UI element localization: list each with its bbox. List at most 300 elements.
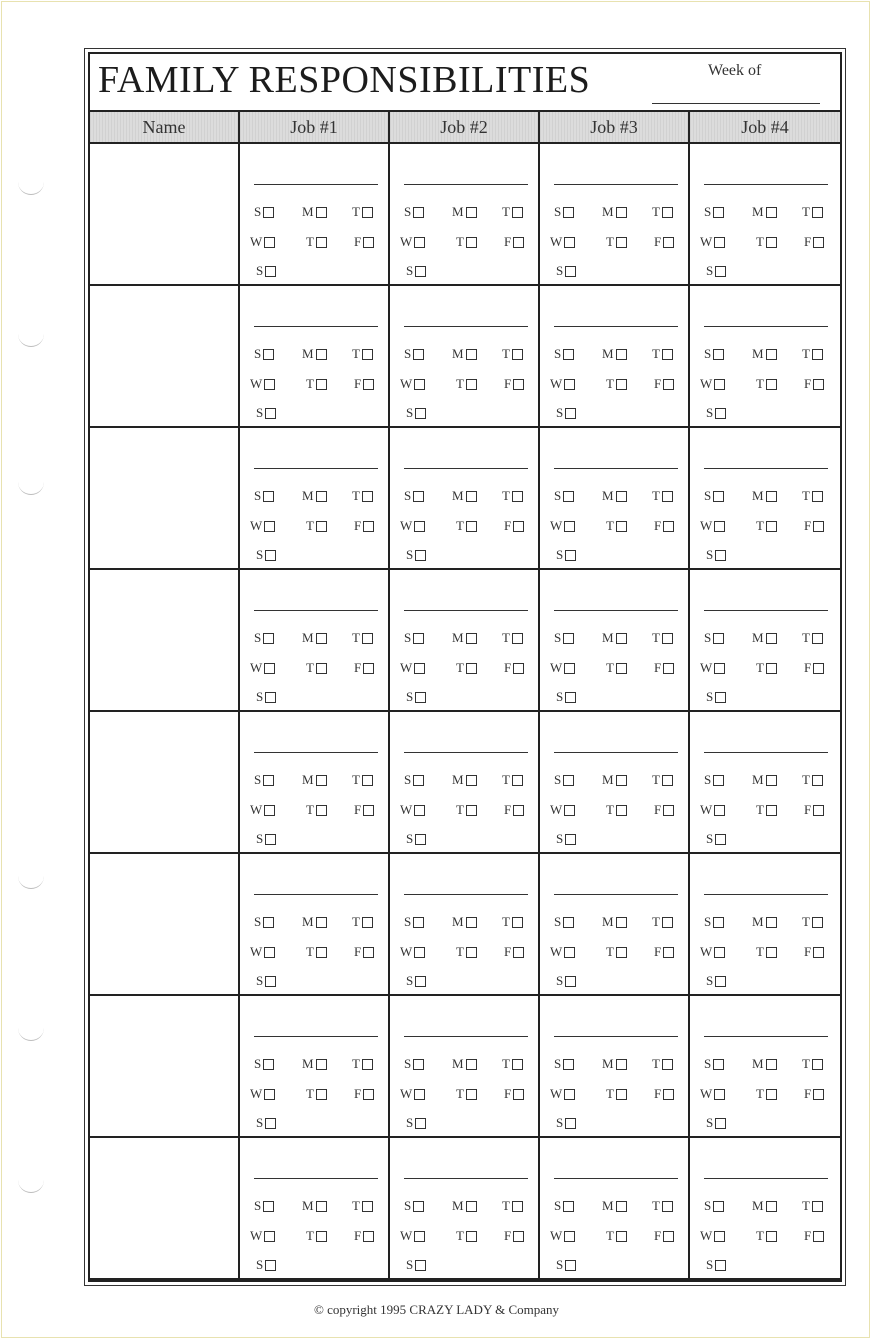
job-name-field[interactable] xyxy=(704,184,828,185)
day-checkbox[interactable] xyxy=(662,349,673,360)
day-checkbox[interactable] xyxy=(466,947,477,958)
day-checkbox[interactable] xyxy=(812,775,823,786)
day-label: M xyxy=(602,630,614,646)
day-label: T xyxy=(652,1198,660,1214)
day-checkbox[interactable] xyxy=(714,379,725,390)
job-name-field[interactable] xyxy=(404,1178,528,1179)
day-checkbox[interactable] xyxy=(766,237,777,248)
day-checkbox[interactable] xyxy=(713,1201,724,1212)
day-checkbox[interactable] xyxy=(565,1118,576,1129)
day-checkbox[interactable] xyxy=(616,491,627,502)
job-cell xyxy=(390,144,540,284)
day-checkbox-group xyxy=(654,659,674,675)
day-checkbox[interactable] xyxy=(316,917,327,928)
name-cell[interactable] xyxy=(90,428,238,568)
day-checkbox[interactable] xyxy=(263,349,274,360)
day-checkbox-group xyxy=(302,771,327,787)
day-checkbox[interactable] xyxy=(565,692,576,703)
day-checkbox[interactable] xyxy=(766,1201,777,1212)
day-checkbox[interactable] xyxy=(316,1231,327,1242)
day-checkbox[interactable] xyxy=(363,237,374,248)
day-checkbox[interactable] xyxy=(766,1059,777,1070)
day-checkbox[interactable] xyxy=(563,491,574,502)
day-checkbox[interactable] xyxy=(766,805,777,816)
day-checkbox[interactable] xyxy=(512,917,523,928)
day-checkbox[interactable] xyxy=(662,491,673,502)
job-name-field[interactable] xyxy=(254,468,378,469)
job-name-field[interactable] xyxy=(404,184,528,185)
day-checkbox[interactable] xyxy=(813,805,824,816)
job-name-field[interactable] xyxy=(254,1178,378,1179)
day-checkbox[interactable] xyxy=(316,947,327,958)
day-checkbox[interactable] xyxy=(316,379,327,390)
day-checkbox[interactable] xyxy=(263,1201,274,1212)
day-checkbox[interactable] xyxy=(263,1059,274,1070)
day-checkbox[interactable] xyxy=(264,1231,275,1242)
job-name-field[interactable] xyxy=(554,894,678,895)
job-name-field[interactable] xyxy=(554,1036,678,1037)
day-checkbox[interactable] xyxy=(813,237,824,248)
day-checkbox[interactable] xyxy=(564,1231,575,1242)
day-checkbox[interactable] xyxy=(513,1089,524,1100)
day-checkbox[interactable] xyxy=(766,207,777,218)
day-checkbox[interactable] xyxy=(563,633,574,644)
day-checkbox[interactable] xyxy=(413,633,424,644)
job-name-field[interactable] xyxy=(254,894,378,895)
job-name-field[interactable] xyxy=(404,468,528,469)
day-checkbox[interactable] xyxy=(265,266,276,277)
day-checkbox[interactable] xyxy=(663,805,674,816)
day-checkbox[interactable] xyxy=(813,379,824,390)
day-checkbox[interactable] xyxy=(264,1089,275,1100)
job-name-field[interactable] xyxy=(704,752,828,753)
day-checkbox[interactable] xyxy=(264,947,275,958)
day-checkbox[interactable] xyxy=(413,1201,424,1212)
day-label: M xyxy=(452,772,464,788)
day-checkbox[interactable] xyxy=(264,805,275,816)
day-checkbox[interactable] xyxy=(363,379,374,390)
day-checkbox[interactable] xyxy=(513,379,524,390)
day-checkbox[interactable] xyxy=(512,633,523,644)
day-label: T xyxy=(352,1198,360,1214)
day-checkbox[interactable] xyxy=(316,491,327,502)
day-checkbox[interactable] xyxy=(466,633,477,644)
day-checkbox[interactable] xyxy=(713,917,724,928)
day-checkbox[interactable] xyxy=(413,207,424,218)
day-label: W xyxy=(400,1228,413,1244)
job-name-field[interactable] xyxy=(554,1178,678,1179)
day-checkbox[interactable] xyxy=(466,491,477,502)
day-checkbox[interactable] xyxy=(663,521,674,532)
day-checkbox[interactable] xyxy=(813,947,824,958)
column-header-job-3: Job #3 xyxy=(590,117,638,137)
day-checkbox[interactable] xyxy=(715,692,726,703)
day-checkbox[interactable] xyxy=(466,207,477,218)
day-checkbox[interactable] xyxy=(713,633,724,644)
day-checkbox[interactable] xyxy=(264,663,275,674)
day-checkbox[interactable] xyxy=(713,775,724,786)
day-checkbox[interactable] xyxy=(715,976,726,987)
day-checkbox[interactable] xyxy=(466,1201,477,1212)
day-checkbox[interactable] xyxy=(413,491,424,502)
day-checkbox[interactable] xyxy=(616,775,627,786)
day-checkbox[interactable] xyxy=(616,379,627,390)
day-checkbox[interactable] xyxy=(263,633,274,644)
day-checkbox[interactable] xyxy=(362,1059,373,1070)
day-checkbox[interactable] xyxy=(265,408,276,419)
day-checkbox[interactable] xyxy=(413,349,424,360)
day-checkbox[interactable] xyxy=(564,805,575,816)
day-checkbox[interactable] xyxy=(662,1201,673,1212)
day-checkbox[interactable] xyxy=(663,237,674,248)
day-checkbox[interactable] xyxy=(766,947,777,958)
day-checkbox[interactable] xyxy=(812,1059,823,1070)
day-label: T xyxy=(352,204,360,220)
job-name-field[interactable] xyxy=(554,752,678,753)
day-checkbox[interactable] xyxy=(713,207,724,218)
day-checkbox[interactable] xyxy=(662,1059,673,1070)
day-checkbox[interactable] xyxy=(513,1231,524,1242)
day-checkbox[interactable] xyxy=(363,805,374,816)
day-checkbox[interactable] xyxy=(265,976,276,987)
day-checkbox-group xyxy=(606,1085,627,1101)
day-checkbox[interactable] xyxy=(512,207,523,218)
day-checkbox[interactable] xyxy=(616,947,627,958)
day-checkbox[interactable] xyxy=(414,1231,425,1242)
name-cell[interactable] xyxy=(90,712,238,852)
day-label: W xyxy=(700,802,713,818)
day-checkbox[interactable] xyxy=(715,266,726,277)
day-checkbox[interactable] xyxy=(466,379,477,390)
job-name-field[interactable] xyxy=(554,610,678,611)
day-checkbox[interactable] xyxy=(812,349,823,360)
day-checkbox[interactable] xyxy=(265,1260,276,1271)
day-checkbox[interactable] xyxy=(415,692,426,703)
day-checkbox[interactable] xyxy=(415,550,426,561)
day-checkbox[interactable] xyxy=(713,349,724,360)
day-checkbox[interactable] xyxy=(466,237,477,248)
job-cell xyxy=(240,570,390,710)
day-checkbox[interactable] xyxy=(564,947,575,958)
day-label: T xyxy=(502,346,510,362)
job-name-field[interactable] xyxy=(254,184,378,185)
day-checkbox[interactable] xyxy=(714,663,725,674)
job-name-field[interactable] xyxy=(404,610,528,611)
day-checkbox[interactable] xyxy=(565,550,576,561)
day-checkbox-group xyxy=(752,345,777,361)
day-label: T xyxy=(306,376,314,392)
day-checkbox[interactable] xyxy=(466,663,477,674)
name-cell[interactable] xyxy=(90,570,238,710)
day-checkbox[interactable] xyxy=(362,775,373,786)
day-checkbox[interactable] xyxy=(362,349,373,360)
name-cell[interactable] xyxy=(90,144,238,284)
job-name-field[interactable] xyxy=(554,468,678,469)
job-name-field[interactable] xyxy=(254,326,378,327)
day-checkbox[interactable] xyxy=(363,947,374,958)
name-cell[interactable] xyxy=(90,854,238,994)
day-checkbox-group xyxy=(354,943,374,959)
day-checkbox[interactable] xyxy=(413,775,424,786)
day-checkbox[interactable] xyxy=(316,1059,327,1070)
day-checkbox[interactable] xyxy=(662,917,673,928)
day-checkbox[interactable] xyxy=(714,947,725,958)
day-checkbox[interactable] xyxy=(413,1059,424,1070)
job-name-field[interactable] xyxy=(704,894,828,895)
day-checkbox[interactable] xyxy=(513,237,524,248)
day-checkbox[interactable] xyxy=(714,1089,725,1100)
day-label: T xyxy=(802,204,810,220)
day-checkbox[interactable] xyxy=(565,1260,576,1271)
day-checkbox-group xyxy=(306,659,327,675)
day-checkbox[interactable] xyxy=(662,207,673,218)
day-checkbox-group xyxy=(556,688,576,704)
day-checkbox[interactable] xyxy=(316,633,327,644)
day-checkbox[interactable] xyxy=(616,521,627,532)
name-cell[interactable] xyxy=(90,1138,238,1278)
day-checkbox[interactable] xyxy=(415,266,426,277)
day-checkbox[interactable] xyxy=(362,491,373,502)
job-cell xyxy=(540,854,690,994)
job-name-field[interactable] xyxy=(704,326,828,327)
day-checkbox[interactable] xyxy=(414,947,425,958)
day-checkbox[interactable] xyxy=(362,917,373,928)
day-checkbox-group xyxy=(404,629,424,645)
day-checkbox[interactable] xyxy=(564,237,575,248)
day-checkbox[interactable] xyxy=(264,521,275,532)
day-checkbox[interactable] xyxy=(414,521,425,532)
day-checkbox[interactable] xyxy=(414,805,425,816)
day-checkbox[interactable] xyxy=(766,379,777,390)
day-checkbox[interactable] xyxy=(414,379,425,390)
job-name-field[interactable] xyxy=(404,1036,528,1037)
name-cell[interactable] xyxy=(90,286,238,426)
day-checkbox[interactable] xyxy=(813,663,824,674)
job-name-field[interactable] xyxy=(704,610,828,611)
job-name-field[interactable] xyxy=(554,184,678,185)
week-of-field[interactable] xyxy=(652,103,820,104)
job-name-field[interactable] xyxy=(254,610,378,611)
day-checkbox[interactable] xyxy=(616,917,627,928)
day-checkbox[interactable] xyxy=(714,1231,725,1242)
day-checkbox[interactable] xyxy=(363,663,374,674)
day-checkbox[interactable] xyxy=(415,834,426,845)
day-checkbox[interactable] xyxy=(513,947,524,958)
day-checkbox[interactable] xyxy=(263,775,274,786)
day-checkbox[interactable] xyxy=(662,633,673,644)
day-checkbox[interactable] xyxy=(512,1059,523,1070)
day-checkbox[interactable] xyxy=(263,917,274,928)
day-checkbox[interactable] xyxy=(263,491,274,502)
day-checkbox[interactable] xyxy=(812,1201,823,1212)
day-checkbox[interactable] xyxy=(766,1231,777,1242)
day-checkbox[interactable] xyxy=(466,775,477,786)
day-checkbox[interactable] xyxy=(564,379,575,390)
day-checkbox[interactable] xyxy=(663,663,674,674)
day-checkbox[interactable] xyxy=(265,1118,276,1129)
day-checkbox[interactable] xyxy=(362,1201,373,1212)
day-checkbox[interactable] xyxy=(265,834,276,845)
day-checkbox[interactable] xyxy=(616,207,627,218)
day-checkbox[interactable] xyxy=(362,633,373,644)
day-checkbox[interactable] xyxy=(616,1231,627,1242)
day-checkbox[interactable] xyxy=(316,207,327,218)
day-checkbox[interactable] xyxy=(564,521,575,532)
responsibility-grid xyxy=(90,144,840,1280)
day-checkbox[interactable] xyxy=(265,692,276,703)
day-checkbox[interactable] xyxy=(616,1201,627,1212)
day-checkbox[interactable] xyxy=(363,521,374,532)
day-checkbox[interactable] xyxy=(766,491,777,502)
day-checkbox[interactable] xyxy=(766,775,777,786)
day-checkbox[interactable] xyxy=(715,1118,726,1129)
day-checkbox[interactable] xyxy=(662,775,673,786)
day-checkbox[interactable] xyxy=(663,379,674,390)
day-checkbox-group xyxy=(302,487,327,503)
day-checkbox-group xyxy=(802,203,823,219)
day-checkbox[interactable] xyxy=(813,521,824,532)
day-checkbox[interactable] xyxy=(766,663,777,674)
day-checkbox-group xyxy=(756,1085,777,1101)
day-checkbox[interactable] xyxy=(414,663,425,674)
day-checkbox[interactable] xyxy=(316,805,327,816)
day-checkbox[interactable] xyxy=(766,1089,777,1100)
day-checkbox[interactable] xyxy=(413,917,424,928)
day-checkbox[interactable] xyxy=(466,349,477,360)
day-checkbox[interactable] xyxy=(265,550,276,561)
day-checkbox[interactable] xyxy=(766,917,777,928)
day-label: T xyxy=(502,630,510,646)
day-checkbox[interactable] xyxy=(414,237,425,248)
job-name-field[interactable] xyxy=(704,1178,828,1179)
day-checkbox[interactable] xyxy=(513,805,524,816)
day-label: M xyxy=(452,1198,464,1214)
day-checkbox[interactable] xyxy=(316,663,327,674)
job-name-field[interactable] xyxy=(404,894,528,895)
day-checkbox[interactable] xyxy=(563,1201,574,1212)
day-checkbox[interactable] xyxy=(616,663,627,674)
day-checkbox[interactable] xyxy=(564,1089,575,1100)
day-checkbox[interactable] xyxy=(263,207,274,218)
day-checkbox[interactable] xyxy=(713,491,724,502)
day-checkbox[interactable] xyxy=(813,1089,824,1100)
day-checkbox[interactable] xyxy=(663,1231,674,1242)
day-checkbox[interactable] xyxy=(564,663,575,674)
day-checkbox[interactable] xyxy=(363,1231,374,1242)
day-checkbox[interactable] xyxy=(466,917,477,928)
day-checkbox[interactable] xyxy=(415,1118,426,1129)
day-checkbox[interactable] xyxy=(812,633,823,644)
day-checkbox[interactable] xyxy=(316,521,327,532)
day-checkbox[interactable] xyxy=(766,633,777,644)
day-checkbox[interactable] xyxy=(565,834,576,845)
day-checkbox[interactable] xyxy=(512,491,523,502)
day-checkbox[interactable] xyxy=(616,349,627,360)
job-name-field[interactable] xyxy=(254,752,378,753)
job-name-field[interactable] xyxy=(254,1036,378,1037)
day-checkbox[interactable] xyxy=(466,1231,477,1242)
day-checkbox[interactable] xyxy=(466,521,477,532)
day-checkbox[interactable] xyxy=(512,1201,523,1212)
day-checkbox[interactable] xyxy=(316,775,327,786)
day-checkbox[interactable] xyxy=(363,1089,374,1100)
day-checkbox[interactable] xyxy=(415,976,426,987)
day-checkbox-group xyxy=(502,1055,523,1071)
day-checkbox[interactable] xyxy=(466,1059,477,1070)
day-checkbox[interactable] xyxy=(414,1089,425,1100)
day-checkbox[interactable] xyxy=(714,521,725,532)
day-checkbox[interactable] xyxy=(565,266,576,277)
day-checkbox[interactable] xyxy=(616,237,627,248)
day-checkbox[interactable] xyxy=(565,408,576,419)
day-checkbox-group xyxy=(652,771,673,787)
job-name-field[interactable] xyxy=(404,752,528,753)
day-checkbox[interactable] xyxy=(264,237,275,248)
day-checkbox[interactable] xyxy=(766,349,777,360)
day-checkbox[interactable] xyxy=(616,1059,627,1070)
job-cell xyxy=(540,570,690,710)
day-checkbox[interactable] xyxy=(813,1231,824,1242)
day-checkbox[interactable] xyxy=(415,1260,426,1271)
day-checkbox-group xyxy=(652,345,673,361)
day-checkbox[interactable] xyxy=(563,349,574,360)
day-checkbox[interactable] xyxy=(512,775,523,786)
day-checkbox[interactable] xyxy=(616,1089,627,1100)
job-name-field[interactable] xyxy=(554,326,678,327)
day-checkbox[interactable] xyxy=(565,976,576,987)
day-checkbox[interactable] xyxy=(616,633,627,644)
day-checkbox[interactable] xyxy=(563,207,574,218)
day-checkbox[interactable] xyxy=(714,237,725,248)
day-checkbox-group xyxy=(352,1055,373,1071)
day-checkbox[interactable] xyxy=(563,917,574,928)
day-checkbox[interactable] xyxy=(316,1089,327,1100)
day-checkbox[interactable] xyxy=(713,1059,724,1070)
day-checkbox[interactable] xyxy=(766,521,777,532)
day-checkbox[interactable] xyxy=(466,805,477,816)
day-checkbox[interactable] xyxy=(316,1201,327,1212)
day-checkbox[interactable] xyxy=(264,379,275,390)
day-checkbox[interactable] xyxy=(415,408,426,419)
day-checkbox[interactable] xyxy=(714,805,725,816)
day-checkbox[interactable] xyxy=(715,1260,726,1271)
job-name-field[interactable] xyxy=(404,326,528,327)
day-checkbox[interactable] xyxy=(715,834,726,845)
day-checkbox[interactable] xyxy=(316,349,327,360)
day-checkbox[interactable] xyxy=(812,207,823,218)
day-checkbox[interactable] xyxy=(466,1089,477,1100)
job-name-field[interactable] xyxy=(704,1036,828,1037)
day-checkbox[interactable] xyxy=(513,663,524,674)
day-checkbox[interactable] xyxy=(812,491,823,502)
day-checkbox[interactable] xyxy=(563,1059,574,1070)
day-checkbox[interactable] xyxy=(563,775,574,786)
job-name-field[interactable] xyxy=(704,468,828,469)
day-checkbox[interactable] xyxy=(663,947,674,958)
day-checkbox[interactable] xyxy=(812,917,823,928)
day-checkbox[interactable] xyxy=(715,408,726,419)
name-cell[interactable] xyxy=(90,996,238,1136)
day-checkbox[interactable] xyxy=(715,550,726,561)
day-checkbox[interactable] xyxy=(316,237,327,248)
day-checkbox-group xyxy=(456,1085,477,1101)
day-label: F xyxy=(654,1228,662,1244)
day-checkbox[interactable] xyxy=(362,207,373,218)
day-checkbox[interactable] xyxy=(512,349,523,360)
day-checkbox[interactable] xyxy=(513,521,524,532)
day-checkbox[interactable] xyxy=(616,805,627,816)
day-checkbox[interactable] xyxy=(663,1089,674,1100)
